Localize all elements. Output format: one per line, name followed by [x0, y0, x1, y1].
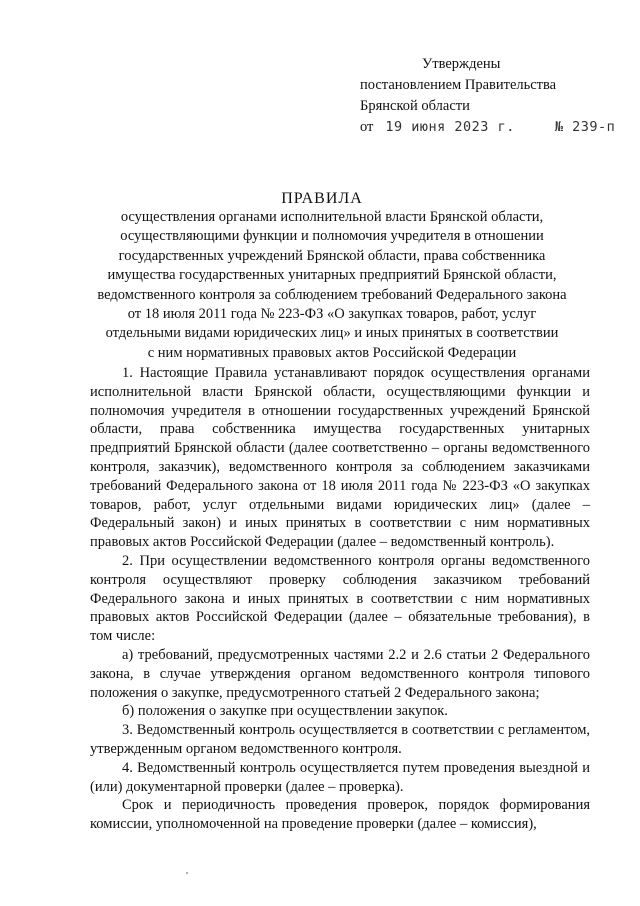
- document-body: [90, 364, 590, 834]
- approval-date-line: [360, 117, 615, 138]
- approval-number: № 239-п: [554, 119, 616, 135]
- subtitle-line: от 18 июля 2011 года № 223-ФЗ «О закупках товаров, работ, услуг: [127, 306, 537, 323]
- scan-speck: [186, 872, 188, 874]
- approval-resolution: постановлением Правительства: [360, 77, 557, 93]
- subtitle-line: с ним нормативных правовых актов Российской Федерации: [147, 344, 517, 361]
- paragraph-2: 2. При осуществлении ведомственного контроля органы ведомственного контроля осуществляют проверку соблюдения заказчиком требований Федерального закона и иных принятых в соответствии с ним нормативных правовых актов Российской Федерации (далее – обязательные требования), в том числе:: [90, 552, 590, 645]
- paragraph-2a: а) требований, предусмотренных частями 2.2 и 2.6 статьи 2 Федерального закона, в случае утверждения органом ведомственного контроля типового положения о закупке, предусмотренного статьей 2 Федерального закона;: [90, 646, 590, 701]
- paragraph-4: 4. Ведомственный контроль осуществляется путем проведения выездной и (или) документарной проверки (далее – проверка).: [90, 759, 590, 795]
- paragraph-4-continued: Срок и периодичность проведения проверок, порядок формирования комиссии, уполномоченной на проведение проверки (далее – комиссия),: [90, 797, 590, 833]
- paragraph-3: 3. Ведомственный контроль осуществляется в соответствии с регламентом, утвержденным органом ведомственного контроля.: [90, 722, 590, 757]
- subtitle-line: осуществляющими функции и полномочия учредителя в отношении: [120, 228, 544, 245]
- date-prefix: от: [360, 119, 374, 135]
- subtitle-line: государственных учреждений Брянской области, права собственника: [118, 247, 546, 264]
- document-title: ПРАВИЛА: [281, 190, 363, 207]
- subtitle-line: осуществления органами исполнительной власти Брянской области,: [120, 209, 544, 225]
- subtitle-line: имущества государственных унитарных предприятий Брянской области,: [107, 267, 557, 284]
- approval-date: 19 июня 2023 г.: [385, 119, 515, 135]
- subtitle-line: отдельными видами юридических лиц» и иных принятых в соответствии: [105, 325, 559, 342]
- approval-region: Брянской области: [360, 98, 470, 114]
- subtitle-line: ведомственного контроля за соблюдением требований Федерального закона: [97, 286, 567, 303]
- approval-block: [360, 54, 615, 138]
- document-subtitle: [92, 208, 572, 363]
- paragraph-1: 1. Настоящие Правила устанавливают порядок осуществления органами исполнительной власти Брянской области, осуществляющими функции и полномочия учредителя в отношении государственных учреждений Брянской области, права собственника имущества государственных унитарных предприятий Брянской области (далее соответственно – органы ведомственного контроля, заказчик), ведомственного контроля за соблюдением заказчиками требований Федерального закона от 18 июля 2011 года № 223-ФЗ «О закупках товаров, работ, услуг отдельными видами юридических лиц» (далее – Федеральный закон) и иных принятых в соответствии с ним нормативных правовых актов Российской Федерации (далее – ведомственный контроль).: [90, 365, 590, 551]
- paragraph-2b: б) положения о закупке при осуществлении закупок.: [122, 703, 448, 720]
- approval-heading: Утверждены: [422, 56, 501, 72]
